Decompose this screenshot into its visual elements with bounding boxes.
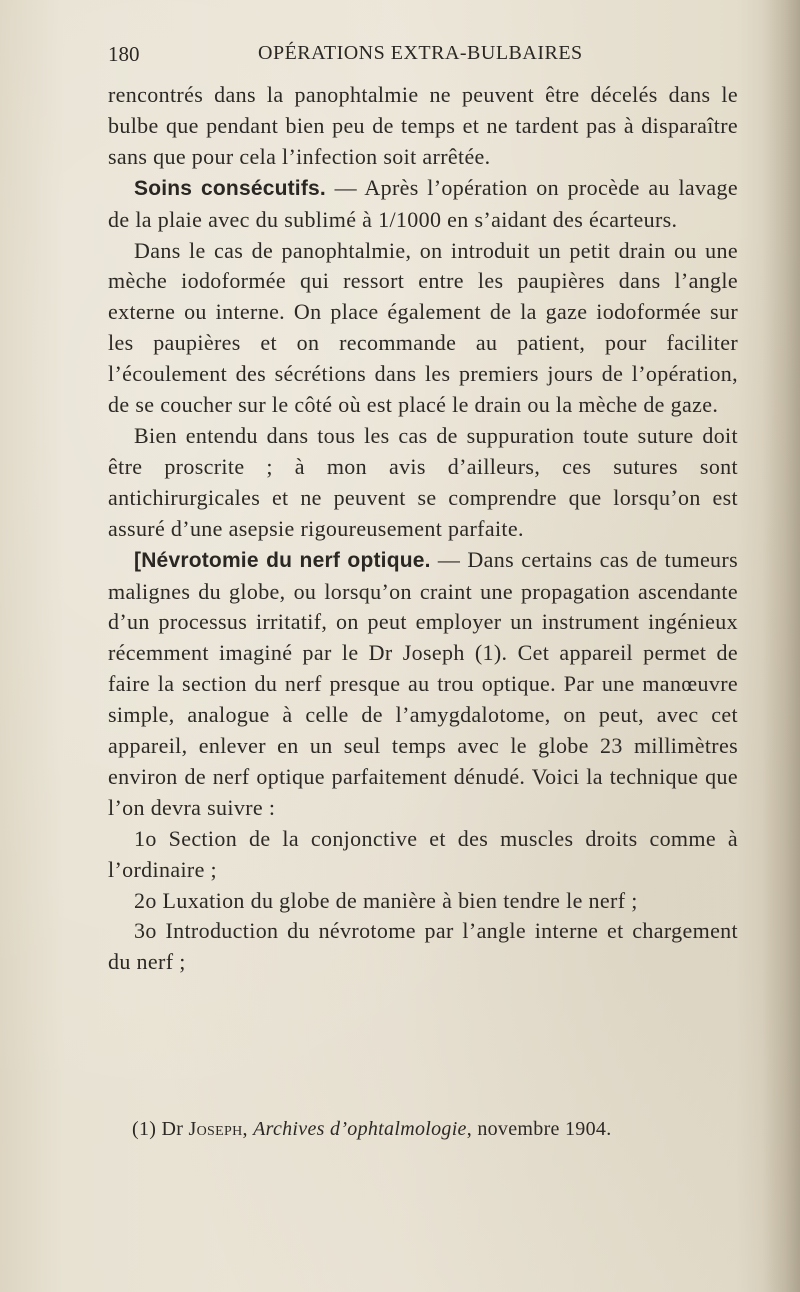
section-heading-nevrotomie: [Névrotomie du nerf optique. bbox=[134, 548, 431, 572]
section-heading-soins: Soins consécutifs. bbox=[134, 176, 326, 200]
step-1 bbox=[108, 824, 738, 886]
paragraph-5-text: — Dans certains cas de tumeurs malignes du globe, ou lorsqu’on craint une propagation ascendante d’un processus irritatif, on peut employer un instrument ingénieux récemment imaginé par le Dr Joseph (1). Cet appareil permet de faire la section du nerf presque au trou optique. Par une manœuvre simple, analogue à celle de l’amygdalotome, on peut, avec cet appareil, enlever en un seul temps avec le globe 23 millimètres environ de nerf optique parfaitement dénudé. Voici la technique que l’on devra suivre : bbox=[108, 546, 738, 820]
paragraph-3 bbox=[108, 236, 738, 421]
body-text bbox=[108, 80, 738, 978]
step-1-text: 1o Section de la conjonctive et des muscles droits comme à l’ordinaire ; bbox=[108, 825, 738, 882]
footnote-author: Joseph bbox=[188, 1118, 243, 1140]
paragraph-3-text: Dans le cas de panophtalmie, on introduit un petit drain ou une mèche iodoformée qui ressort entre les paupières dans l’angle externe ou interne. On place également de la gaze iodoformée sur les paupières et on recommande au patient, pour faciliter l’écoulement des sécrétions dans les premiers jours de l’opération, de se coucher sur le côté où est placé le drain ou la mèche de gaze. bbox=[108, 237, 738, 418]
step-3-text: 3o Introduction du névrotome par l’angle interne et chargement du nerf ; bbox=[108, 918, 738, 975]
footnote-separator: , bbox=[242, 1118, 254, 1140]
paragraph-5 bbox=[108, 545, 738, 824]
step-3 bbox=[108, 916, 738, 978]
paragraph-4 bbox=[108, 421, 738, 545]
footnote-date: , novembre 1904. bbox=[466, 1118, 612, 1140]
paragraph-4-text: Bien entendu dans tous les cas de suppuration toute suture doit être proscrite ; à mon avis d’ailleurs, ces sutures sont antichirurgicales et ne peuvent se comprendre que lorsqu’on est assuré d’une asepsie rigoureusement parfaite. bbox=[108, 422, 738, 541]
paragraph-1-text: rencontrés dans la panophtalmie ne peuvent être décelés dans le bulbe que pendant bien peu de temps et ne tardent pas à disparaître sans que pour cela l’infection soit arrêtée. bbox=[108, 82, 738, 169]
page-header bbox=[108, 38, 736, 68]
step-2 bbox=[108, 886, 738, 917]
step-2-text: 2o Luxation du globe de manière à bien tendre le nerf ; bbox=[134, 887, 638, 913]
running-title: OPÉRATIONS EXTRA-BULBAIRES bbox=[258, 42, 583, 64]
paragraph-2 bbox=[108, 173, 738, 236]
footnote-journal: Archives d’ophtalmologie bbox=[253, 1118, 467, 1140]
paragraph-1 bbox=[108, 80, 738, 173]
footnote bbox=[108, 1118, 738, 1141]
paragraph-2-text: — Après l’opération on procède au lavage de la plaie avec du sublimé à 1/1000 en s’aidant des écarteurs. bbox=[108, 174, 738, 232]
footnote-marker: (1) Dr bbox=[132, 1118, 184, 1140]
page-number: 180 bbox=[108, 42, 140, 66]
page-edge-shadow bbox=[762, 0, 800, 1292]
